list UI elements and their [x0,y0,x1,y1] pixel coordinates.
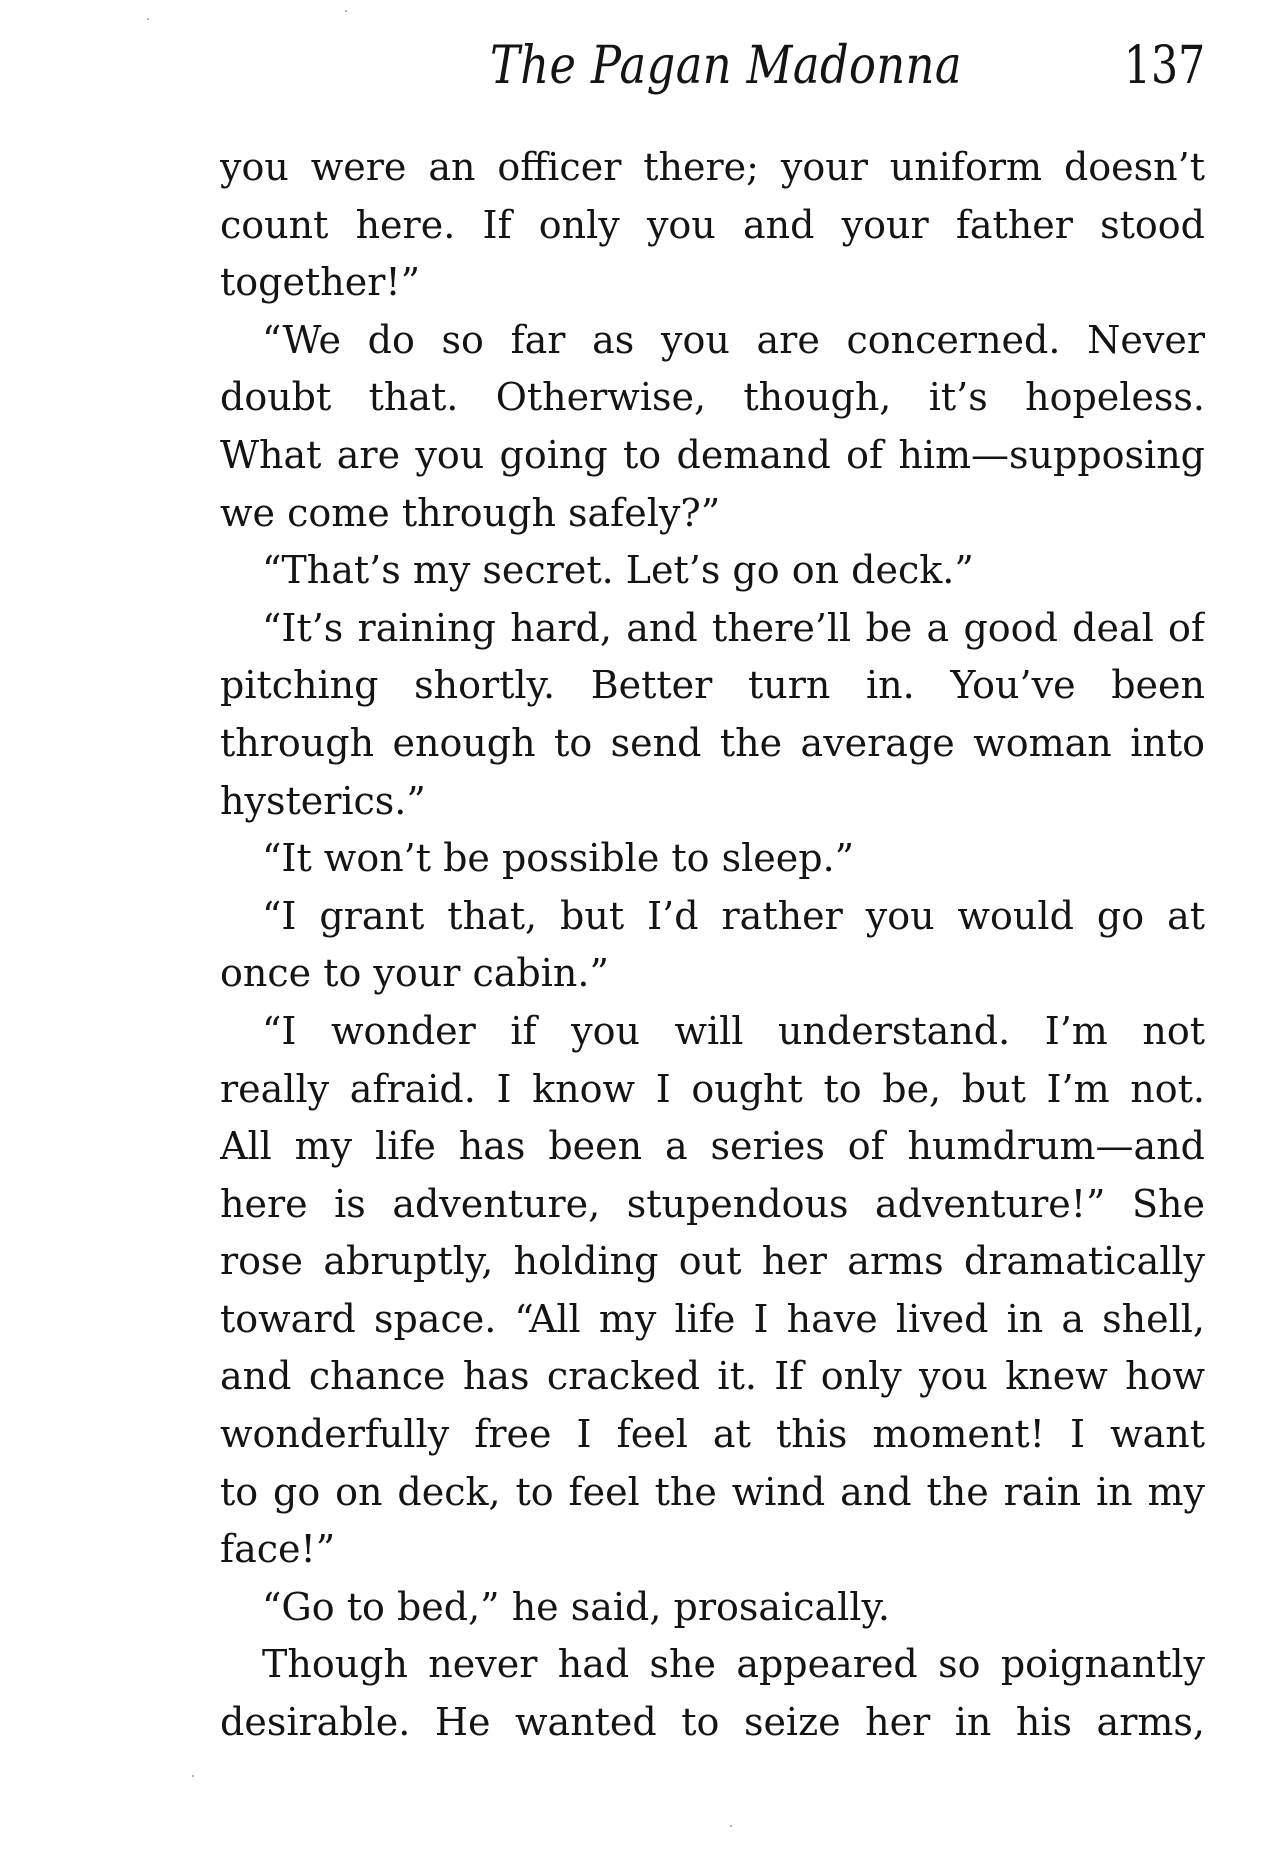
text-line: and chance has cracked it. If only you knew how [220,1354,1205,1399]
text-line: desirable. He wanted to seize her in his arms, [220,1700,1205,1745]
text-line: doubt that. Otherwise, though, it’s hopeless. [220,375,1205,420]
text-line: “That’s my secret. Let’s go on deck.” [262,548,974,593]
paper-speck [147,18,149,20]
text-line: “I wonder if you will understand. I’m not [262,1008,1205,1053]
text-line: count here. If only you and your father stood [220,202,1205,247]
paper-speck [192,1775,194,1777]
text-line: “We do so far as you are concerned. Never [262,317,1205,362]
text-line: we come through safely?” [220,490,721,535]
text-line: face!” [220,1527,336,1572]
text-line: rose abruptly, holding out her arms dramatically [220,1239,1205,1284]
text-line: Though never had she appeared so poignantly [262,1642,1205,1687]
text-line: through enough to send the average woman into [220,720,1205,765]
text-line: once to your cabin.” [220,951,609,996]
text-line: you were an officer there; your uniform doesn’t [220,145,1205,189]
text-line: toward space. “All my life I have lived in a shell, [220,1296,1205,1341]
page-number: 137 [1123,36,1205,96]
text-line: “It’s raining hard, and there’ll be a good deal of [262,605,1205,650]
text-line: All my life has been a series of humdrum—and [220,1124,1205,1169]
text-line: What are you going to demand of him—supposing [220,432,1205,477]
text-line: to go on deck, to feel the wind and the rain in my [220,1469,1205,1514]
paper-speck [730,1825,732,1827]
text-line: “Go to bed,” he said, prosaically. [262,1584,890,1629]
text-line: hysterics.” [220,778,426,823]
paper-speck [345,10,347,12]
running-title: The Pagan Madonna [490,36,962,96]
text-line: really afraid. I know I ought to be, but I’m not. [220,1066,1205,1111]
text-line: together!” [220,260,421,305]
text-line: “It won’t be possible to sleep.” [262,836,855,881]
text-line: here is adventure, stupendous adventure!” She [220,1181,1205,1226]
text-line: wonderfully free I feel at this moment! I want [220,1412,1205,1457]
text-line: “I grant that, but I’d rather you would go at [262,893,1205,938]
body-text [220,139,1205,1752]
running-header [220,30,1205,110]
text-line: pitching shortly. Better turn in. You’ve been [220,663,1205,708]
